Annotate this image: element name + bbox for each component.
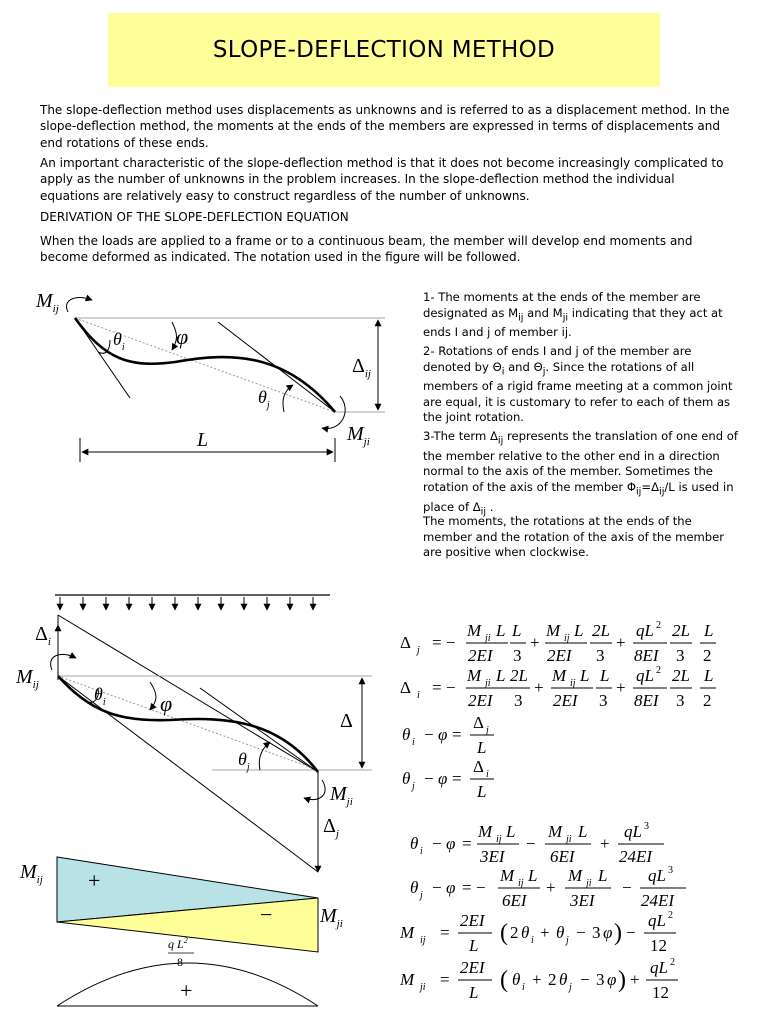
svg-text:3: 3 [596, 970, 605, 989]
svg-text:θ: θ [410, 878, 419, 897]
svg-text:L: L [469, 983, 479, 1002]
svg-text:j: j [486, 725, 489, 736]
svg-text:ij: ij [420, 935, 426, 946]
label-m-ji-diagram: $M_{ji}$ [320, 905, 343, 930]
label-plus-parabola: + [180, 978, 193, 1003]
svg-text:L: L [506, 822, 516, 841]
svg-text:+: + [532, 970, 542, 989]
svg-text:M: M [467, 666, 482, 685]
svg-text:+: + [616, 633, 626, 652]
svg-text:M: M [400, 923, 415, 942]
svg-text:θ: θ [521, 923, 530, 942]
label-theta-i-2: $\theta_i$ [94, 684, 106, 708]
svg-text:8EI: 8EI [634, 646, 659, 665]
svg-text:2L: 2L [510, 666, 528, 685]
svg-text:j: j [412, 781, 415, 792]
equation-4 [402, 757, 494, 801]
svg-text:2EI: 2EI [460, 911, 485, 930]
label-delta-i: $\Delta_i$ [35, 623, 51, 648]
svg-text:L: L [704, 621, 714, 640]
svg-text:2EI: 2EI [553, 691, 578, 710]
svg-text:Δ: Δ [400, 678, 411, 697]
label-m-ji: $M_{ji}$ [347, 423, 370, 448]
svg-text:3EI: 3EI [480, 847, 505, 866]
svg-text:+: + [540, 923, 550, 942]
svg-text:M: M [548, 822, 563, 841]
svg-text:qL: qL [624, 822, 642, 841]
label-plus-diagram: + [88, 868, 101, 893]
svg-text:Δ: Δ [473, 713, 484, 732]
equation-3 [402, 713, 494, 757]
svg-text:φ: φ [446, 834, 456, 853]
svg-text:−: − [576, 923, 586, 942]
label-phi-2: φ [160, 691, 173, 716]
equation-2 [400, 665, 716, 710]
svg-text:qL: qL [648, 911, 666, 930]
svg-text:+: + [530, 633, 540, 652]
svg-text:M: M [568, 866, 583, 885]
svg-text:3: 3 [596, 646, 605, 665]
label-m-ji-2: $M_{ji}$ [330, 783, 353, 808]
svg-text:L: L [512, 621, 522, 640]
svg-text:3: 3 [599, 691, 608, 710]
equation-1 [400, 620, 716, 665]
svg-text:3: 3 [676, 691, 685, 710]
svg-text:j: j [417, 645, 420, 656]
svg-text:M: M [478, 822, 493, 841]
intro-paragraph-1: The slope-deflection method uses displacements as unknowns and is referred to as a displacement method. In the slope-deflection method, the moments at the ends of the members are expressed in terms of displacements and end rotations of these ends. [40, 103, 730, 150]
svg-text:M: M [546, 621, 561, 640]
svg-text:φ: φ [438, 725, 448, 744]
svg-text:2: 2 [656, 665, 661, 676]
svg-text:3: 3 [668, 865, 673, 876]
svg-text:= −: = − [432, 633, 456, 652]
label-m-ij: $M_{ij}$ [36, 290, 59, 315]
svg-text:L: L [600, 666, 610, 685]
svg-text:−: − [626, 923, 636, 942]
svg-text:2L: 2L [592, 621, 610, 640]
svg-text:= −: = − [462, 878, 486, 897]
svg-text:Δ: Δ [473, 757, 484, 776]
svg-text:L: L [496, 666, 506, 685]
svg-text:θ: θ [402, 769, 411, 788]
svg-text:24EI: 24EI [641, 891, 675, 910]
label-delta-ij: $\Delta_{ij}$ [352, 355, 371, 380]
svg-text:−: − [526, 834, 536, 853]
equation-5 [410, 821, 664, 866]
svg-text:L: L [496, 621, 506, 640]
svg-text:ji: ji [586, 878, 592, 889]
svg-text:=: = [440, 923, 450, 942]
svg-text:φ: φ [603, 923, 613, 942]
label-ql2: q $L^2$ [168, 936, 188, 951]
svg-text:2: 2 [670, 957, 675, 968]
section-heading: DERIVATION OF THE SLOPE-DEFLECTION EQUATION [40, 210, 349, 224]
svg-text:3: 3 [513, 646, 522, 665]
svg-text:ji: ji [566, 834, 572, 845]
svg-text:2: 2 [668, 910, 673, 921]
svg-text:j: j [420, 890, 423, 901]
svg-text:3: 3 [514, 691, 523, 710]
svg-text:L: L [574, 621, 584, 640]
svg-text:L: L [469, 936, 479, 955]
svg-text:−: − [432, 834, 442, 853]
svg-text:3EI: 3EI [570, 891, 595, 910]
svg-text:(: ( [500, 967, 508, 993]
svg-text:−: − [580, 970, 590, 989]
svg-text:Δ: Δ [400, 633, 411, 652]
svg-text:2: 2 [703, 691, 712, 710]
svg-text:qL: qL [636, 666, 654, 685]
svg-text:L: L [598, 866, 608, 885]
svg-text:2L: 2L [672, 666, 690, 685]
equation-7 [399, 910, 676, 955]
svg-text:M: M [500, 866, 515, 885]
svg-text:θ: θ [410, 834, 419, 853]
svg-text:6EI: 6EI [502, 891, 527, 910]
svg-text:ji: ji [485, 678, 491, 689]
svg-text:+: + [546, 878, 556, 897]
svg-text:θ: θ [556, 923, 565, 942]
svg-text:= −: = − [432, 678, 456, 697]
svg-text:L: L [477, 738, 487, 757]
svg-text:i: i [420, 846, 423, 857]
label-delta-j: $\Delta_j$ [323, 815, 339, 840]
intro-paragraph-2: An important characteristic of the slope-deflection method is that it does not become increasingly complicated to apply as the number of unknowns in the problem increases. In the slope-deflection method the individual equations are relatively easy to construct regardless of the number of unknowns. [40, 156, 724, 203]
label-theta-j: $\theta_j$ [258, 387, 270, 411]
svg-text:i: i [417, 690, 420, 701]
svg-text:(: ( [500, 920, 508, 946]
equation-8 [399, 957, 678, 1002]
svg-text:θ: θ [402, 725, 411, 744]
svg-text:qL: qL [648, 866, 666, 885]
svg-text:j: j [566, 935, 569, 946]
svg-text:ij: ij [518, 878, 524, 889]
note-4: The moments, the rotations at the ends of the member and the rotation of the axis of the member are positive when clockwise. [423, 514, 725, 559]
svg-text:): ) [614, 920, 622, 946]
svg-text:2L: 2L [672, 621, 690, 640]
svg-text:qL: qL [650, 958, 668, 977]
label-minus-diagram: − [260, 902, 273, 927]
svg-text:24EI: 24EI [619, 847, 653, 866]
svg-text:j: j [569, 982, 572, 993]
svg-text:2: 2 [510, 923, 519, 942]
label-m-ij-2: $M_{ij}$ [16, 666, 39, 691]
svg-text:=: = [452, 725, 462, 744]
svg-text:−: − [622, 878, 632, 897]
svg-text:ij: ij [496, 834, 502, 845]
svg-text:=: = [462, 834, 472, 853]
page-title: SLOPE-DEFLECTION METHOD [212, 37, 556, 63]
svg-text:3: 3 [676, 646, 685, 665]
svg-text:i: i [486, 769, 489, 780]
label-8: 8 [177, 955, 183, 969]
svg-text:φ: φ [438, 769, 448, 788]
equation-6 [410, 865, 686, 910]
label-theta-i: $\theta_i$ [113, 329, 125, 353]
svg-text:12: 12 [652, 983, 669, 1002]
svg-text:+: + [630, 970, 640, 989]
svg-text:L: L [477, 782, 487, 801]
svg-text:M: M [552, 666, 567, 685]
svg-text:θ: θ [559, 970, 568, 989]
svg-text:2: 2 [656, 620, 661, 631]
svg-text:φ: φ [446, 878, 456, 897]
svg-text:): ) [618, 967, 626, 993]
svg-text:L: L [578, 822, 588, 841]
note-1: 1- The moments at the ends of the member are designated as $M_{ij}$ and $M_{ji}$ indicating that they act at ends I and j of member ij. [423, 290, 723, 340]
svg-text:2: 2 [548, 970, 557, 989]
svg-text:3: 3 [644, 821, 649, 832]
svg-text:−: − [424, 725, 434, 744]
svg-text:3: 3 [592, 923, 601, 942]
svg-text:12: 12 [650, 936, 667, 955]
label-m-ij-diagram: $M_{ij}$ [20, 861, 43, 886]
svg-text:8EI: 8EI [634, 691, 659, 710]
svg-text:2: 2 [703, 646, 712, 665]
svg-text:qL: qL [636, 621, 654, 640]
label-phi: φ [176, 324, 189, 349]
svg-text:L: L [704, 666, 714, 685]
note-2: 2- Rotations of ends I and j of the member are denoted by $\Theta_i$ and $\Theta_j$. Since the rotations of all members of a rigid frame meeting at a common joint are equal, it is customary to refer to each of them as the joint rotation. [423, 344, 733, 425]
svg-text:ji: ji [485, 633, 491, 644]
svg-text:+: + [534, 678, 544, 697]
svg-text:M: M [467, 621, 482, 640]
svg-text:i: i [522, 982, 525, 993]
svg-text:−: − [432, 878, 442, 897]
svg-text:i: i [412, 737, 415, 748]
svg-text:2EI: 2EI [547, 646, 572, 665]
svg-text:L: L [528, 866, 538, 885]
label-delta-2: Δ [340, 710, 353, 732]
svg-text:=: = [440, 970, 450, 989]
label-length: L [197, 429, 209, 451]
svg-text:θ: θ [512, 970, 521, 989]
svg-text:+: + [616, 678, 626, 697]
svg-text:ji: ji [420, 982, 426, 993]
svg-text:+: + [600, 834, 610, 853]
svg-text:ij: ij [570, 678, 576, 689]
svg-text:2EI: 2EI [468, 691, 493, 710]
svg-text:2EI: 2EI [468, 646, 493, 665]
svg-text:M: M [400, 970, 415, 989]
svg-text:6EI: 6EI [550, 847, 575, 866]
svg-text:i: i [531, 935, 534, 946]
svg-text:=: = [452, 769, 462, 788]
intro-paragraph-3: When the loads are applied to a frame or to a continuous beam, the member will develop end moments and become deformed as indicated. The notation used in the figure will be followed. [40, 234, 693, 265]
svg-text:φ: φ [607, 970, 617, 989]
svg-text:ij: ij [564, 633, 570, 644]
label-theta-j-2: $\theta_j$ [238, 749, 250, 773]
note-3: 3-The term $\Delta_{ij}$ represents the translation of one end of the member relative to the other end in a direction normal to the axis of the member. Sometimes the rotation of the axis of the member $\Phi_{ij}=\Delta_{ij}/L$ is used in place of $\Delta_{ij}$ . [423, 429, 738, 517]
svg-text:L: L [580, 666, 590, 685]
svg-text:−: − [424, 769, 434, 788]
svg-text:2EI: 2EI [460, 958, 485, 977]
